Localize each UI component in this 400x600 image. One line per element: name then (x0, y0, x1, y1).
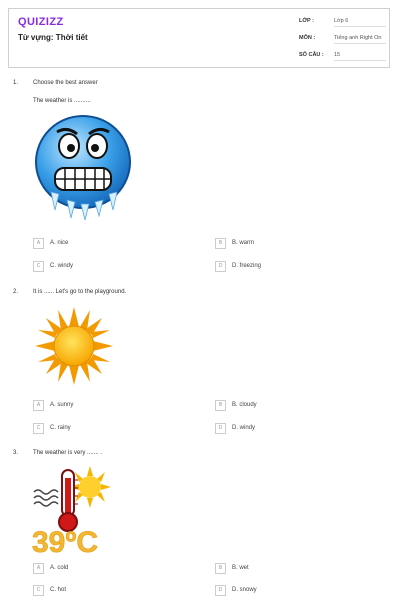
option-letter: A (33, 400, 44, 411)
option-text: A. cold (50, 565, 69, 571)
option-letter: A (33, 238, 44, 249)
worksheet-header (8, 8, 390, 68)
class-label: LỚP : (299, 18, 314, 24)
subject-value: Tiếng anh Right On (334, 35, 386, 44)
option-letter: B (215, 563, 226, 574)
count-value: 15 (334, 52, 386, 61)
hot-thermometer-icon (30, 464, 126, 556)
quizizz-logo: QUIZIZZ (18, 16, 64, 28)
question-3-number: 3. (13, 450, 19, 456)
option-text: B. cloudy (232, 402, 257, 408)
option-letter: C (33, 423, 44, 434)
option-letter: C (33, 261, 44, 272)
option-letter: B (215, 238, 226, 249)
option-text: D. freezing (232, 263, 262, 269)
class-value: Lớp 6 (334, 18, 386, 27)
option-text: B. wet (232, 565, 249, 571)
worksheet-title: Từ vựng: Thời tiết (18, 33, 88, 42)
option-letter: C (33, 585, 44, 596)
option-letter: D (215, 423, 226, 434)
option-text: D. snowy (232, 587, 257, 593)
count-label: SỐ CÂU : (299, 52, 324, 58)
option-text: B. warm (232, 240, 255, 246)
sun-icon (33, 305, 115, 387)
question-1-prompt: Choose the best answer (33, 80, 98, 86)
freezing-emoji-icon (33, 112, 135, 222)
question-2-sentence: It is ...... Let's go to the playground. (33, 289, 127, 295)
subject-label: MÔN : (299, 35, 316, 41)
option-text: C. hot (50, 587, 67, 593)
option-text: C. rainy (50, 425, 71, 431)
option-letter: B (215, 400, 226, 411)
question-1-number: 1. (13, 80, 19, 86)
option-text: A. nice (50, 240, 69, 246)
temperature-text: 39ºC (32, 526, 98, 556)
option-letter: A (33, 563, 44, 574)
option-text: C. windy (50, 263, 74, 269)
question-1-sentence: The weather is .......... (33, 98, 91, 104)
option-text: D. windy (232, 425, 256, 431)
option-letter: D (215, 261, 226, 272)
option-text: A. sunny (50, 402, 74, 408)
question-2-number: 2. (13, 289, 19, 295)
option-letter: D (215, 585, 226, 596)
question-3-sentence: The weather is very ....... . (33, 450, 103, 456)
